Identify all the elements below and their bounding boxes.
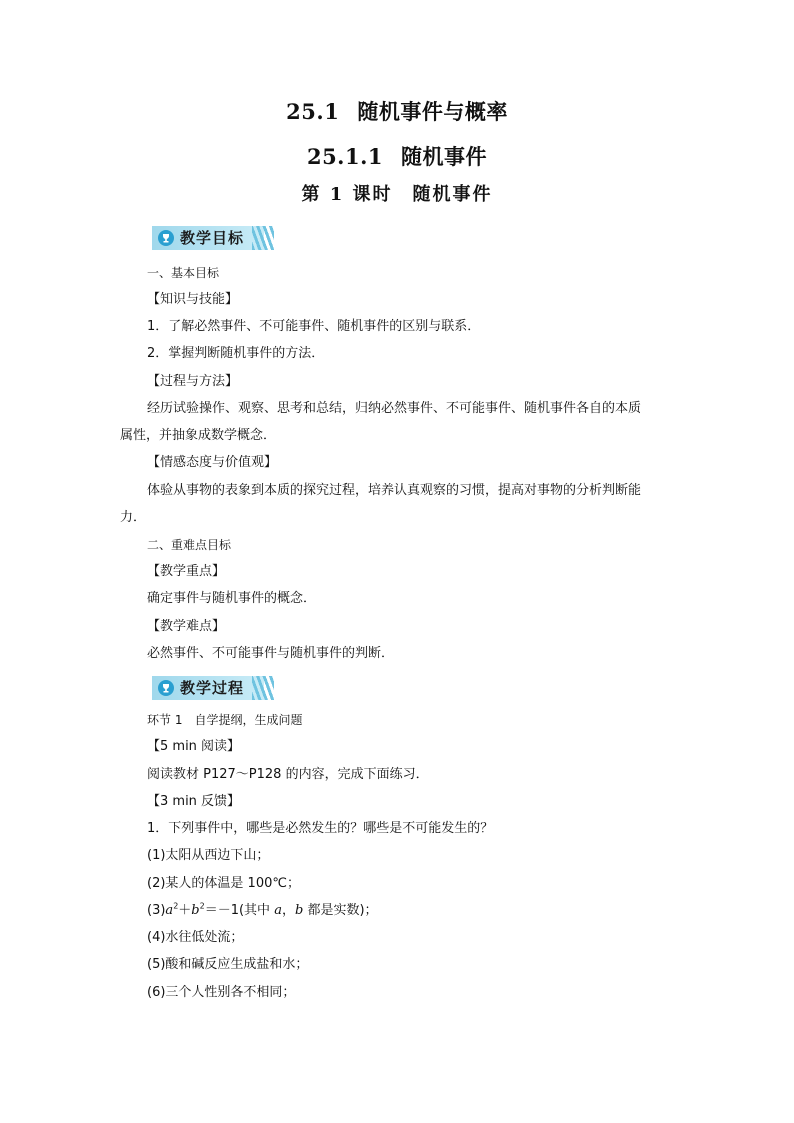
section-title (0, 96, 794, 126)
knowledge-item-2: 2．掌握判断随机事件的方法． (147, 346, 325, 361)
subsection-number: 25.1.1 (306, 144, 384, 169)
method-heading: 【过程与方法】 (147, 374, 239, 389)
subsection-name: 随机事件 (401, 144, 488, 169)
event-item-2: (2)某人的体温是 100℃； (147, 876, 300, 891)
emotion-text-line-2: 力． (120, 510, 147, 525)
step-1-heading: 环节 1 自学提纲，生成问题 (147, 713, 303, 727)
event-item-5: (5)酸和碱反应生成盐和水； (147, 957, 309, 972)
focus-heading: 【教学重点】 (147, 564, 226, 579)
method-text-line-1: 经历试验操作、观察、思考和总结，归纳必然事件、不可能事件、随机事件各自的本质 (147, 401, 642, 416)
event-item-6: (6)三个人性别各不相同； (147, 985, 296, 1000)
key-goals-heading: 二、重难点目标 (147, 538, 232, 552)
trophy-icon (158, 680, 174, 696)
goals-banner (152, 226, 274, 250)
focus-text: 确定事件与随机事件的概念． (147, 591, 317, 606)
section-name: 随机事件与概率 (357, 99, 508, 124)
difficulty-text: 必然事件、不可能事件与随机事件的判断． (147, 646, 395, 661)
lesson-name: 随机事件 (412, 184, 493, 205)
emotion-heading: 【情感态度与价值观】 (147, 455, 278, 470)
process-banner-label: 教学过程 (180, 679, 245, 697)
knowledge-item-1: 1．了解必然事件、不可能事件、随机事件的区别与联系． (147, 319, 481, 334)
lesson-title (0, 180, 794, 206)
reading-text: 阅读教材 P127～P128 的内容，完成下面练习． (147, 767, 429, 782)
lesson-number: 第 1 课时 (301, 184, 393, 205)
basic-goals-heading: 一、基本目标 (147, 266, 220, 280)
knowledge-heading: 【知识与技能】 (147, 292, 239, 307)
goals-banner-label: 教学目标 (180, 229, 245, 247)
difficulty-heading: 【教学难点】 (147, 619, 226, 634)
section-number: 25.1 (286, 99, 340, 124)
event-item-1: (1)太阳从西边下山； (147, 848, 270, 863)
feedback-heading: 【3 min 反馈】 (147, 794, 241, 809)
emotion-text-line-1: 体验从事物的表象到本质的探究过程，培养认真观察的习惯，提高对事物的分析判断能 (147, 483, 642, 498)
trophy-icon (158, 230, 174, 246)
question-1: 1．下列事件中，哪些是必然发生的？哪些是不可能发生的？ (147, 821, 494, 836)
subsection-title (0, 141, 794, 171)
process-banner (152, 676, 274, 700)
reading-heading: 【5 min 阅读】 (147, 739, 241, 754)
method-text-line-2: 属性，并抽象成数学概念． (120, 428, 277, 443)
event-item-3: $(3)a^2+b^2=-1$(其中 a，b 都是实数)； (147, 901, 378, 918)
event-item-4: (4)水往低处流； (147, 930, 244, 945)
